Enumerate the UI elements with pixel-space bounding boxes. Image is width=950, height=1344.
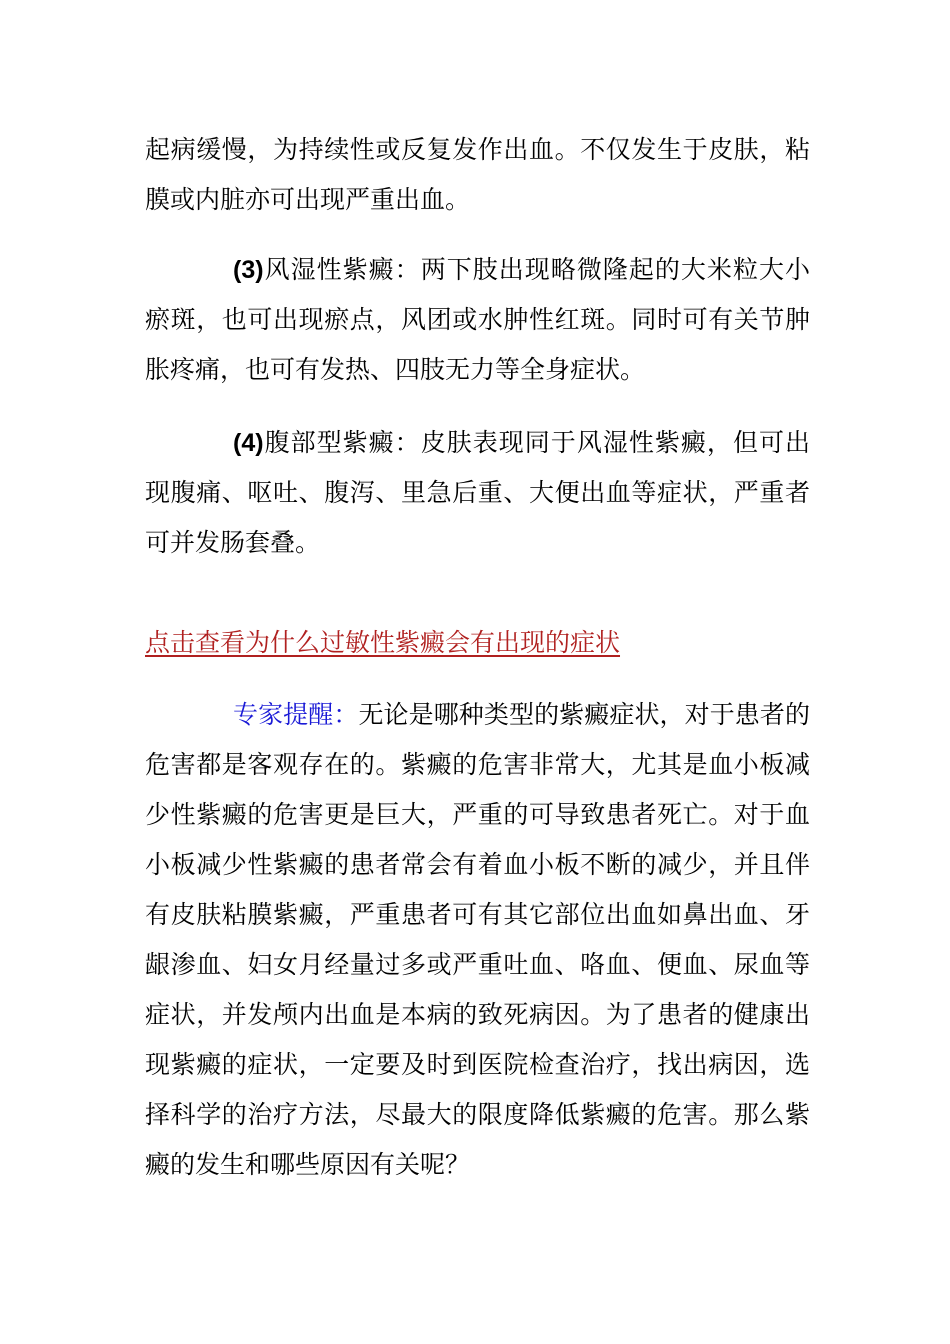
paragraph-text: 无论是哪种类型的紫癜症状，对于患者的危害都是客观存在的。紫癜的危害非常大，尤其是血小板减少性紫癜的危害更是巨大，严重的可导致患者死亡。对于血小板减少性紫癜的患者常会有着血小板不断的减少，并且伴有皮肤粘膜紫癜，严重患者可有其它部位出血如鼻出血、牙龈渗血、妇女月经量过多或严重吐血、咯血、便血、尿血等症状，并发颅内出血是本病的致死病因。为了患者的健康出现紫癜的症状，一定要及时到医院检查治疗，找出病因，选择科学的治疗方法，尽最大的限度降低紫癜的危害。那么紫癜的发生和哪些原因有关呢？ bbox=[145, 700, 810, 1179]
paragraph-text: 风湿性紫癜：两下肢出现略微隆起的大米粒大小瘀斑，也可出现瘀点，风团或水肿性红斑。同时可有关节肿胀疼痛，也可有发热、四肢无力等全身症状。 bbox=[145, 255, 810, 384]
expert-tip-label: 专家提醒： bbox=[233, 700, 359, 729]
paragraph-bleeding-onset bbox=[145, 125, 810, 225]
list-number: (3) bbox=[233, 256, 264, 284]
paragraph-rheumatic-purpura bbox=[145, 245, 810, 395]
symptoms-reason-link[interactable]: 点击查看为什么过敏性紫癜会有出现的症状 bbox=[145, 628, 621, 657]
paragraph-abdominal-purpura bbox=[145, 418, 810, 568]
paragraph-expert-tip bbox=[145, 690, 810, 1190]
list-number: (4) bbox=[233, 429, 264, 457]
paragraph-text: 起病缓慢，为持续性或反复发作出血。不仅发生于皮肤，粘膜或内脏亦可出现严重出血。 bbox=[145, 135, 810, 214]
paragraph-text: 腹部型紫癜：皮肤表现同于风湿性紫癜，但可出现腹痛、呕吐、腹泻、里急后重、大便出血等症状，严重者可并发肠套叠。 bbox=[145, 428, 810, 557]
